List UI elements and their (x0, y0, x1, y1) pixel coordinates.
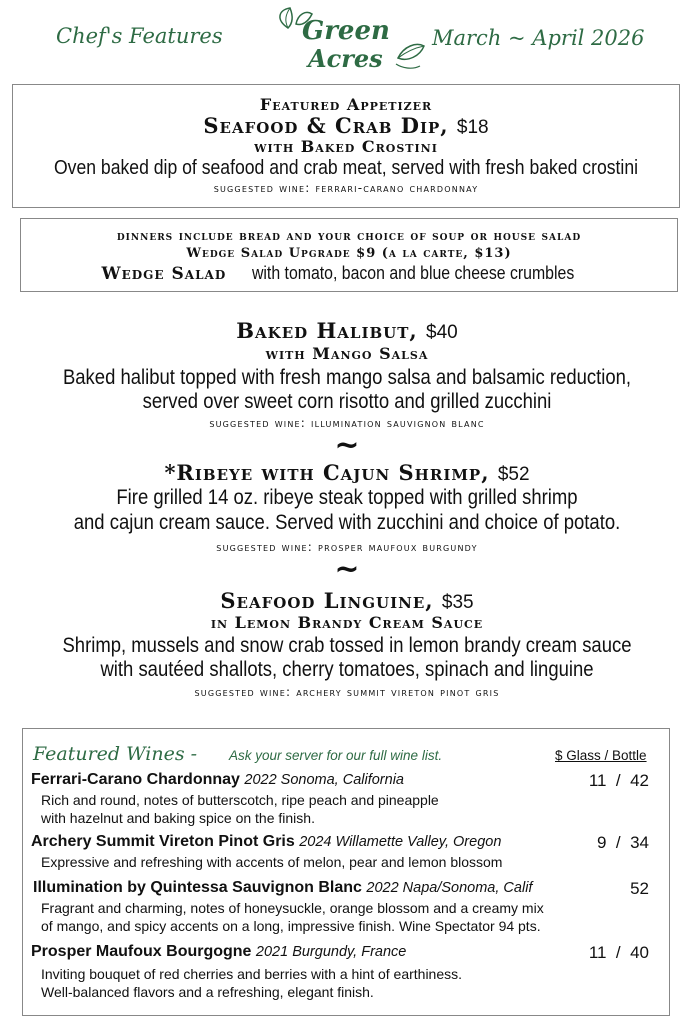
entree-description: with sautéed shallots, cherry tomatoes, spinach and linguine (100, 658, 594, 681)
salad-line1: dinners include bread and your choice of soup or house salad (116, 229, 582, 244)
salad-description: with tomato, bacon and blue cheese crumbles (252, 263, 575, 283)
entree-name: *Ribeye with Cajun Shrimp, (164, 460, 490, 485)
entree-subtitle: in Lemon Brandy Cream Sauce (210, 613, 484, 632)
wines-note: Ask your server for our full wine list. (229, 748, 443, 763)
wine-meta: 2022 Sonoma, California (244, 772, 404, 788)
wine-name-line (31, 833, 501, 851)
entree-title (0, 318, 694, 344)
salad-line2: Wedge Salad Upgrade $9 (a la carte, $13) (186, 246, 512, 261)
wine-description: Fragrant and charming, notes of honeysuckle, orange blossom and a creamy mix (41, 900, 544, 916)
appetizer-box (12, 84, 680, 208)
featured-wines-box (22, 728, 670, 1016)
wine-description: with hazelnut and baking spice on the finish. (41, 810, 315, 826)
green-acres-logo (270, 6, 430, 76)
header-date: March ~ April 2026 (432, 26, 645, 50)
appetizer-price: $18 (456, 117, 489, 138)
tilde-separator: ~ (334, 428, 360, 463)
wine-name-line (31, 771, 404, 789)
wine-description: Well-balanced flavors and a refreshing, elegant finish. (41, 984, 374, 1000)
wine-name: Prosper Maufoux Bourgogne (31, 943, 252, 960)
entree-wine: suggested wine: prosper maufoux burgundy (216, 540, 478, 554)
logo-text-acres: Acres (308, 44, 383, 73)
appetizer-description: Oven baked dip of seafood and crab meat, served with fresh baked crostini (53, 157, 639, 179)
entree-description: Baked halibut topped with fresh mango salsa and balsamic reduction, (62, 366, 632, 389)
wine-description: of mango, and spicy accents on a long, impressive finish. Wine Spectator 94 pts. (41, 918, 541, 934)
entree-price: $35 (441, 592, 474, 613)
appetizer-title (13, 113, 679, 139)
appetizer-subtitle: with Baked Crostini (254, 137, 438, 156)
wine-name-line (33, 879, 532, 897)
wines-title: Featured Wines - (33, 743, 198, 765)
wine-meta: 2024 Willamette Valley, Oregon (299, 834, 502, 850)
entree-subtitle: with Mango Salsa (265, 344, 429, 363)
entree-wine: suggested wine: illumination sauvignon blanc (209, 416, 485, 430)
entree-name: Seafood Linguine, (220, 588, 434, 613)
wine-price: 11 / 40 (588, 943, 649, 962)
wine-meta: 2021 Burgundy, France (255, 944, 407, 960)
wine-name-line (31, 943, 406, 961)
wine-name: Ferrari-Carano Chardonnay (31, 771, 240, 788)
entree-price: $52 (497, 464, 530, 485)
wine-price: 11 / 42 (588, 771, 649, 790)
appetizer-label: Featured Appetizer (259, 95, 433, 114)
entree-title (0, 588, 694, 614)
tilde-separator: ~ (334, 552, 360, 587)
entree-price: $40 (426, 322, 458, 343)
wine-name: Archery Summit Vireton Pinot Gris (31, 833, 295, 850)
wine-meta: 2022 Napa/Sonoma, Calif (366, 880, 533, 896)
salad-line3 (21, 263, 677, 284)
entree-wine: suggested wine: archery summit vireton pinot gris (194, 685, 500, 699)
wine-name: Illumination by Quintessa Sauvignon Blanc (33, 879, 362, 896)
entree-description: served over sweet corn risotto and grilled zucchini (142, 390, 552, 413)
entree-description: Shrimp, mussels and snow crab tossed in lemon brandy cream sauce (62, 634, 632, 657)
wine-price: 52 (630, 879, 649, 898)
salad-box (20, 218, 678, 292)
salad-name: Wedge Salad (101, 264, 227, 284)
entree-description: Fire grilled 14 oz. ribeye steak topped with grilled shrimp (116, 486, 578, 509)
entree-name: Baked Halibut, (236, 318, 418, 343)
wine-description: Expressive and refreshing with accents of melon, pear and lemon blossom (41, 854, 503, 870)
logo-text-green: Green (302, 16, 390, 46)
wine-price: 9 / 34 (597, 833, 649, 852)
wine-description: Rich and round, notes of butterscotch, ripe peach and pineapple (41, 792, 439, 808)
appetizer-wine: suggested wine: ferrari-carano chardonnay (213, 181, 479, 195)
entree-title (0, 460, 694, 486)
wines-price-header: $ Glass / Bottle (555, 748, 647, 763)
wine-description: Inviting bouquet of red cherries and berries with a hint of earthiness. (41, 966, 463, 982)
header-title-left: Chef's Features (56, 24, 223, 48)
entree-description: and cajun cream sauce. Served with zucchini and choice of potato. (73, 511, 621, 534)
appetizer-name: Seafood & Crab Dip, (203, 113, 449, 138)
